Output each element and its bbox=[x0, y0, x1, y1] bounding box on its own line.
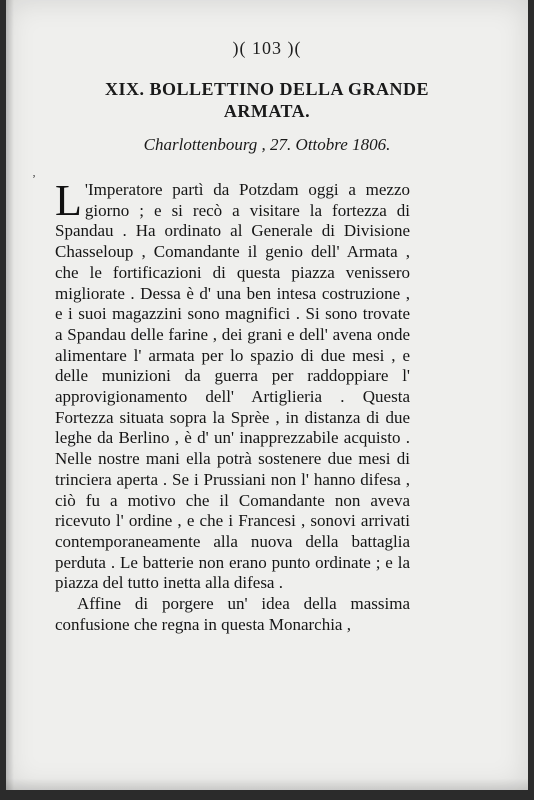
page-number: )( 103 )( bbox=[232, 38, 302, 58]
body-text bbox=[55, 176, 410, 635]
book-page bbox=[6, 0, 528, 790]
paragraph-1-text: 'Imperatore partì da Potzdam oggi a mezzo giorno ; e si recò a visitare la fortezza di Spandau . Ha ordinato al Generale di Divisione Chasseloup , Comandante il genio dell' Armata , che le fortificazioni di questa piazza venissero migliorate . Dessa è d' una ben intesa costruzione , e i suoi magazzini sono magnifici . Si sono trovate a Spandau delle farine , dei grani e dell' avena onde alimentare l' armata per lo spazio di due mesi , e delle munizioni da guerra per raddoppiare l' approvigionamento dell' Artiglieria . Questa Fortezza situata sopra la Sprèe , in distanza di due leghe da Berlino , è d' un' inapprezzabile acquisto . Nelle nostre mani ella potrà sostenere due mesi di trinciera aperta . Se i Prussiani non l' hanno difesa , ciò fu a motivo che il Comandante non aveva ricevuto l' ordine , e che i Francesi , sonovi arrivati contemporaneamente alla nuova della battaglia perduta . Le batterie non erano punto ordinate ; e la piazza del tutto inetta alla difesa . bbox=[55, 180, 410, 593]
bulletin-title bbox=[6, 78, 528, 122]
page-shadow-bottom bbox=[6, 778, 528, 790]
bulletin-title-line2: ARMATA. bbox=[223, 101, 311, 121]
margin-mark: ʼ bbox=[32, 172, 36, 186]
drop-cap-letter: L bbox=[55, 176, 82, 225]
paragraph-1 bbox=[55, 176, 410, 594]
paragraph-2: Affine di porgere un' idea della massima confusione che regna in questa Monarchia , bbox=[55, 594, 410, 634]
dateline: Charlottenbourg , 27. Ottobre 1806. bbox=[143, 135, 391, 154]
bulletin-title-line1: XIX. BOLLETTINO DELLA GRANDE bbox=[104, 79, 430, 99]
